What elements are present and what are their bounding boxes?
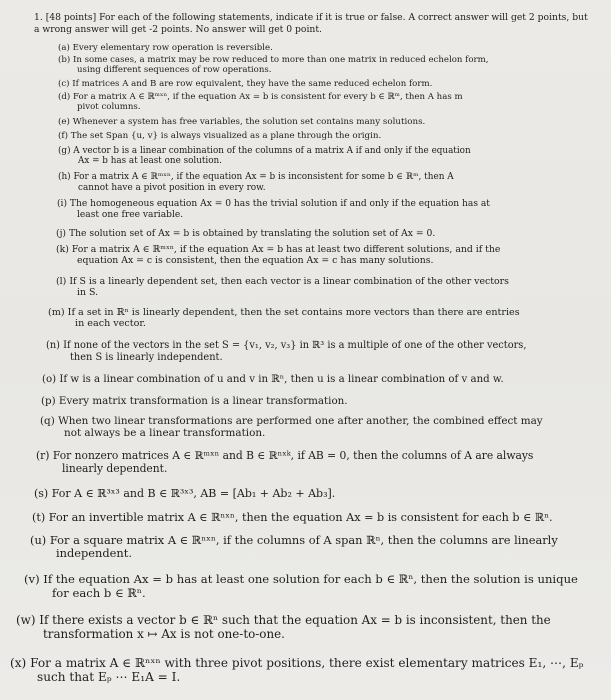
statement-label: (x) <box>10 656 27 670</box>
statement-line1: For an invertible matrix A ∈ ℝⁿˣⁿ, then the equation Ax = b is consistent for each b ∈ ℝⁿ. <box>48 511 553 524</box>
statement-line1: For a matrix A ∈ ℝᵐˣⁿ, if the equation Ax = b has at least two different solutions, and if the <box>71 244 501 255</box>
statement-label: (q) <box>40 415 55 427</box>
statement-label: (a) <box>58 43 70 53</box>
statement-line1: If the equation Ax = b has at least one solution for each b ∈ ℝⁿ, then the solution is unique <box>43 572 578 586</box>
statement-line1: For a square matrix A ∈ ℝⁿˣⁿ, if the columns of A span ℝⁿ, then the columns are linearly <box>49 533 558 547</box>
question-header <box>34 12 589 35</box>
statement-label: (w) <box>16 613 36 627</box>
statement-t <box>32 511 553 524</box>
statement-line1: When two linear transformations are performed one after another, the combined effect may <box>58 415 543 427</box>
statement-label: (l) <box>56 276 67 287</box>
statement-label: (t) <box>32 511 46 524</box>
statement-line2: for each b ∈ ℝⁿ. <box>52 585 146 600</box>
statement-line2: Ax = b has at least one solution. <box>78 156 222 167</box>
statement-j <box>56 229 435 240</box>
statement-q <box>40 415 543 440</box>
statement-line1: For a matrix A ∈ ℝᵐˣⁿ, if the equation Ax = b is consistent for every b ∈ ℝᵐ, then A has m <box>72 92 463 102</box>
statement-g <box>58 146 471 167</box>
statement-line2: in each vector. <box>75 318 146 330</box>
statement-c <box>58 79 432 89</box>
question-number: 1. <box>34 12 43 23</box>
statement-n <box>46 340 526 363</box>
statement-line1: The set Span {u, v} is always visualized as a plane through the origin. <box>70 131 382 141</box>
statement-line1: The solution set of Ax = b is obtained by translating the solution set of Ax = 0. <box>68 228 436 239</box>
statement-label: (e) <box>58 117 70 127</box>
statement-k <box>56 245 500 267</box>
statement-f <box>58 131 381 141</box>
statement-d <box>58 92 463 112</box>
statement-o <box>42 374 504 386</box>
statement-line1: If there exists a vector b ∈ ℝⁿ such that the equation Ax = b is inconsistent, then the <box>39 613 551 627</box>
statement-label: (d) <box>58 92 71 102</box>
statement-line2: cannot have a pivot position in every row. <box>78 182 266 193</box>
statement-line1: The homogeneous equation Ax = 0 has the trivial solution if and only if the equation has at <box>69 199 490 209</box>
statement-p <box>41 395 348 407</box>
statement-line1: If a set in ℝⁿ is linearly dependent, then the set contains more vectors than there are entries <box>67 307 520 318</box>
statement-line1: A vector b is a linear combination of the columns of a matrix A if and only if the equation <box>73 146 471 156</box>
statement-line1: For a matrix A ∈ ℝᵐˣⁿ, if the equation Ax = b is inconsistent for some b ∈ ℝᵐ, then A <box>73 172 454 182</box>
statement-label: (k) <box>56 244 69 255</box>
statement-line2: transformation x ↦ Ax is not one-to-one. <box>43 627 285 642</box>
statement-label: (p) <box>41 395 56 407</box>
statement-line1: Every matrix transformation is a linear transformation. <box>58 395 348 407</box>
statement-line1: Every elementary row operation is reversible. <box>72 43 273 53</box>
statement-a <box>58 43 273 53</box>
statement-line1: For nonzero matrices A ∈ ℝᵐˣⁿ and B ∈ ℝⁿˣᵏ, if AB = 0, then the columns of A are always <box>52 449 534 462</box>
statement-label: (h) <box>58 172 71 182</box>
statement-line2: least one free variable. <box>77 209 184 220</box>
statement-label: (g) <box>58 146 71 156</box>
statement-label: (f) <box>58 131 68 141</box>
statement-e <box>58 117 425 127</box>
statement-u <box>30 534 558 561</box>
statement-label: (j) <box>56 228 67 239</box>
statement-line1: Whenever a system has free variables, the solution set contains many solutions. <box>72 117 426 127</box>
statement-line2: linearly dependent. <box>62 461 168 475</box>
statement-line1: If S is a linearly dependent set, then each vector is a linear combination of the other vectors <box>69 276 509 287</box>
statement-h <box>58 172 454 193</box>
statement-label: (c) <box>58 79 70 89</box>
statement-label: (b) <box>58 55 71 65</box>
statement-line2: in S. <box>77 287 99 299</box>
statement-label: (n) <box>46 340 60 351</box>
statement-line2: using different sequences of row operations. <box>77 65 272 76</box>
statement-line2: such that Eₚ ⋯ E₁A = I. <box>37 670 181 685</box>
statement-label: (u) <box>30 533 47 547</box>
statement-line1: For a matrix A ∈ ℝⁿˣⁿ with three pivot positions, there exist elementary matrices E₁, ⋯, Eₚ <box>30 656 584 670</box>
statement-r <box>36 450 533 475</box>
statement-line1: If none of the vectors in the set S = {v₁, v₂, v₃} in ℝ³ is a multiple of one of the other vectors, <box>63 340 527 351</box>
statement-line1: In some cases, a matrix may be row reduced to more than one matrix in reduced echelon form, <box>72 55 489 65</box>
statement-i <box>57 199 490 220</box>
statement-label: (v) <box>24 572 40 586</box>
statement-line2: pivot columns. <box>77 102 141 113</box>
statement-line1: If w is a linear combination of u and v in ℝⁿ, then u is a linear combination of v and w. <box>59 374 504 385</box>
statement-label: (s) <box>34 487 49 500</box>
statement-label: (i) <box>57 199 68 209</box>
statement-w <box>16 613 551 641</box>
statement-line2: independent. <box>56 546 132 561</box>
statement-line1: For A ∈ ℝ³ˣ³ and B ∈ ℝ³ˣ³, AB = [Ab₁ + Ab₂ + Ab₃]. <box>51 487 336 500</box>
statement-line2: then S is linearly independent. <box>70 351 223 363</box>
statement-line2: not always be a linear transformation. <box>64 427 266 440</box>
statement-m <box>48 307 520 330</box>
statement-b <box>58 55 489 75</box>
question-instructions: [48 points] For each of the following statements, indicate if it is true or false. A correct answer will get 2 points, but a wrong answer will get -2 points. No answer will get 0 point. <box>34 12 588 35</box>
statement-label: (o) <box>42 374 57 385</box>
statement-s <box>34 488 335 501</box>
statement-line2: equation Ax = c is consistent, then the equation Ax = c has many solutions. <box>77 254 434 266</box>
statement-l <box>56 276 509 298</box>
statement-label: (m) <box>48 307 65 318</box>
statement-line1: If matrices A and B are row equivalent, they have the same reduced echelon form. <box>72 79 433 89</box>
statement-v <box>24 573 578 600</box>
statement-label: (r) <box>36 449 50 462</box>
statement-x <box>10 656 584 685</box>
